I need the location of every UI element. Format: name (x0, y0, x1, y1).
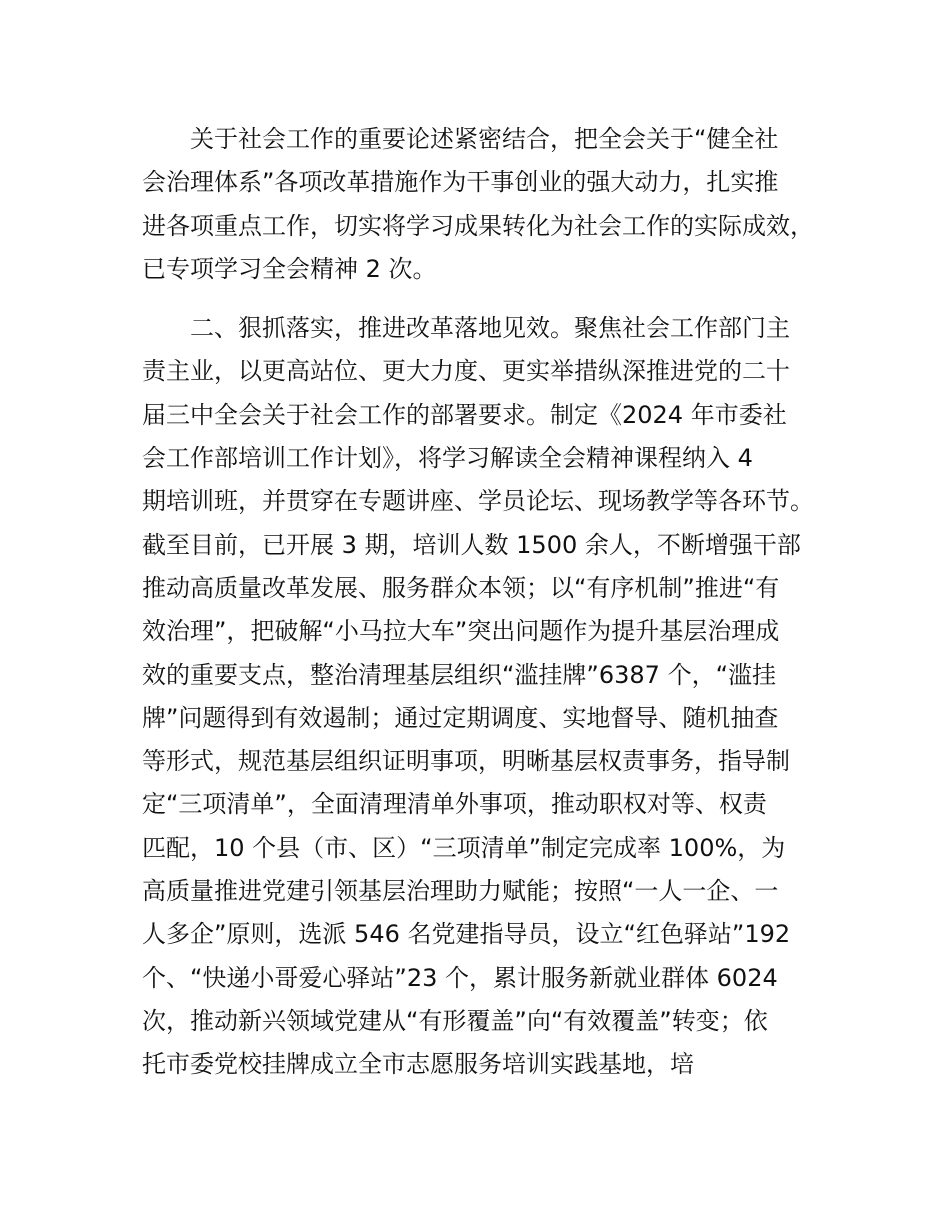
text-line: 届三中全会关于社会工作的部署要求。制定《2024 年市委社 (142, 400, 787, 429)
text-line: 等形式，规范基层组织证明事项，明晰基层权责事务，指导制 (142, 747, 790, 776)
text-line: 定“三项清单”，全面清理清单外事项，推动职权对等、权责 (142, 790, 767, 819)
text-line: 托市委党校挂牌成立全市志愿服务培训实践基地，培 (142, 1050, 694, 1079)
paragraph-1 (142, 118, 842, 291)
paragraph-2 (142, 307, 842, 1086)
text-line: 截至目前，已开展 3 期，培训人数 1500 余人，不断增强干部 (142, 530, 801, 559)
text-line: 高质量推进党建引领基层治理助力赋能；按照“一人一企、一 (142, 877, 779, 906)
text-line: 人多企”原则，选派 546 名党建指导员，设立“红色驿站”192 (142, 920, 791, 949)
text-line: 牌”问题得到有效遏制；通过定期调度、实地督导、随机抽查 (142, 703, 779, 732)
text-line: 关于社会工作的重要论述紧密结合，把全会关于“健全社 (190, 125, 779, 153)
text-line: 进各项重点工作，切实将学习成果转化为社会工作的实际成效， (142, 211, 814, 240)
text-line: 会治理体系”各项改革措施作为干事创业的强大动力，扎实推 (142, 168, 779, 197)
text-line: 期培训班，并贯穿在专题讲座、学员论坛、现场教学等各环节。 (142, 487, 814, 516)
text-line: 匹配，10 个县（市、区）“三项清单”制定完成率 100%，为 (142, 833, 786, 862)
text-line: 次，推动新兴领域党建从“有形覆盖”向“有效覆盖”转变；依 (142, 1006, 768, 1035)
paragraph-spacer (142, 291, 842, 307)
text-line: 个、“快递小哥爱心驿站”23 个，累计服务新就业群体 6024 (142, 963, 778, 992)
text-line: 二、狠抓落实，推进改革落地见效。聚焦社会工作部门主 (190, 314, 790, 343)
text-line: 推动高质量改革发展、服务群众本领；以“有序机制”推进“有 (142, 573, 780, 602)
text-line: 效治理”，把破解“小马拉大车”突出问题作为提升基层治理成 (142, 617, 780, 646)
text-line: 责主业，以更高站位、更大力度、更实举措纵深推进党的二十 (142, 357, 790, 386)
text-line: 会工作部培训工作计划》，将学习解读全会精神课程纳入 4 (142, 444, 753, 473)
document-body (142, 118, 842, 1087)
text-line: 效的重要支点，整治清理基层组织“滥挂牌”6387 个，“滥挂 (142, 660, 777, 689)
text-line: 已专项学习全会精神 2 次。 (142, 254, 437, 283)
